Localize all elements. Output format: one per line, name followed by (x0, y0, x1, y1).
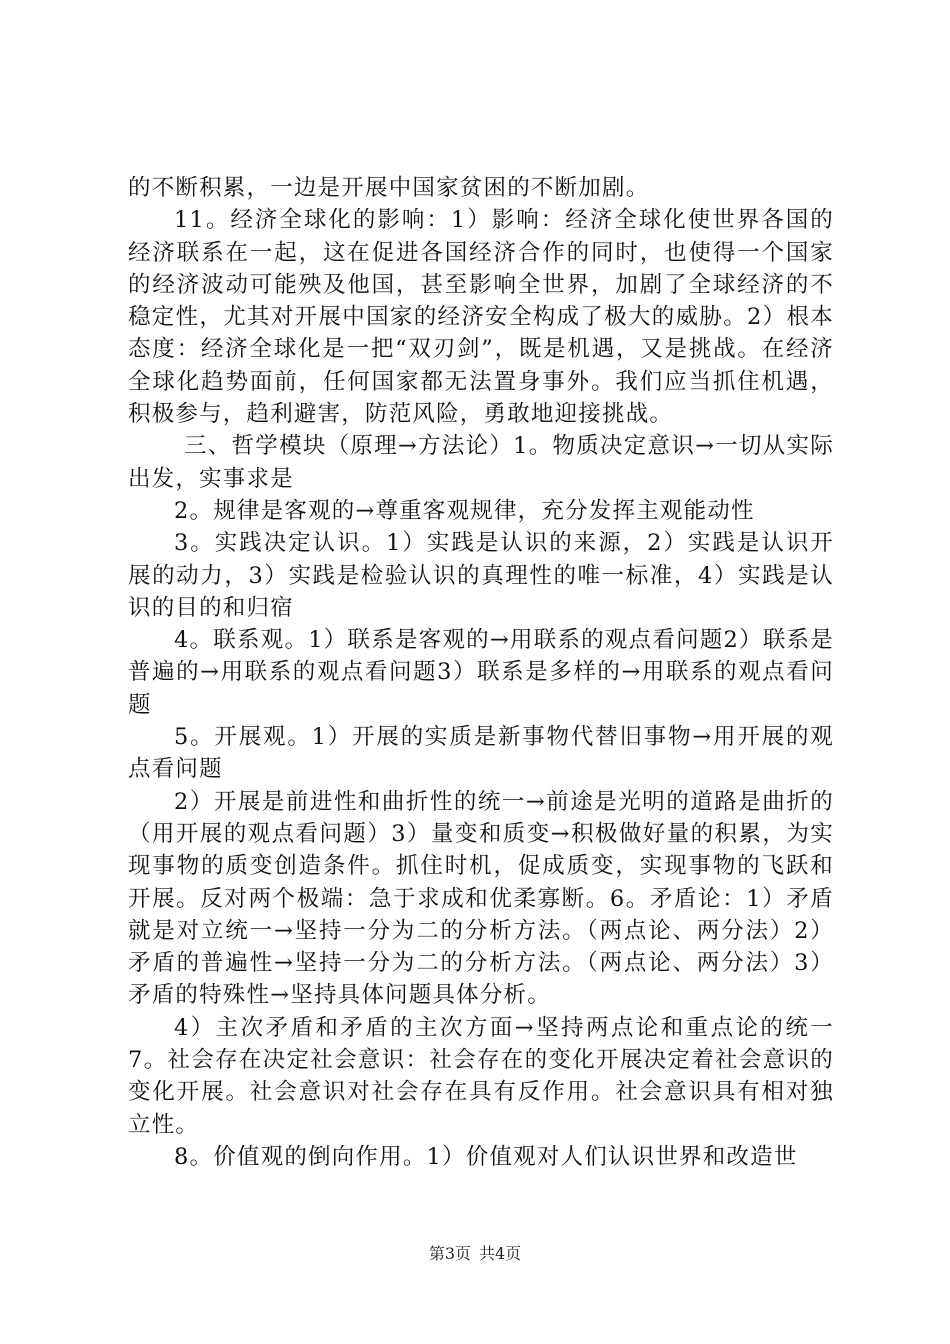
page-number: 第3页 (428, 1244, 471, 1263)
paragraph-practice-cognition: 3。实践决定认识。1）实践是认识的来源，2）实践是认识开展的动力，3）实践是检验认识的真理性的唯一标准，4）实践是认识的目的和归宿 (128, 530, 834, 621)
paragraph-principal-contradiction: 4）主次矛盾和矛盾的主次方面→坚持两点论和重点论的统一7。社会存在决定社会意识：社会存在的变化开展决定着社会意识的变化开展。社会意识对社会存在具有反作用。社会意识具有相对独立性。 (128, 1014, 834, 1138)
paragraph-values: 8。价值观的倒向作用。1）价值观对人们认识世界和改造世 (174, 1143, 798, 1170)
page-total: 共4页 (479, 1244, 522, 1263)
paragraph-economic-globalization: 11。经济全球化的影响：1）影响：经济全球化使世界各国的经济联系在一起，这在促进各国经济合作的同时，也使得一个国家的经济波动可能殃及他国，甚至影响全世界，加剧了全球经济的不稳定性，尤其对开展中国家的经济安全构成了极大的威胁。2）根本态度：经济全球化是一把“双刃剑”，既是机遇，又是挑战。在经济全球化趋势面前，任何国家都无法置身事外。我们应当抓住机遇，积极参与，趋利避害，防范风险，勇敢地迎接挑战。 (128, 207, 834, 428)
paragraph-continuation: 的不断积累，一边是开展中国家贫困的不断加剧。 (128, 175, 650, 201)
page-footer (0, 1244, 950, 1264)
paragraph-development-contradiction: 2）开展是前进性和曲折性的统一→前途是光明的道路是曲折的（用开展的观点看问题）3）量变和质变→积极做好量的积累，为实现事物的质变创造条件。抓住时机，促成质变，实现事物的飞跃和开展。反对两个极端：急于求成和优柔寡断。6。矛盾论：1）矛盾就是对立统一→坚持一分为二的分析方法。（两点论、两分法）2）矛盾的普遍性→坚持一分为二的分析方法。（两点论、两分法）3）矛盾的特殊性→坚持具体问题具体分析。 (128, 788, 834, 1009)
paragraph-view-of-connection: 4。联系观。1）联系是客观的→用联系的观点看问题2）联系是普遍的→用联系的观点看问题3）联系是多样的→用联系的观点看问题 (128, 627, 834, 718)
paragraph-philosophy-module: 三、哲学模块（原理→方法论）1。物质决定意识→一切从实际出发，实事求是 (128, 433, 834, 492)
document-body (128, 172, 834, 1173)
paragraph-objective-laws: 2。规律是客观的→尊重客观规律，充分发挥主观能动性 (174, 497, 755, 524)
paragraph-view-of-development: 5。开展观。1）开展的实质是新事物代替旧事物→用开展的观点看问题 (128, 724, 834, 783)
